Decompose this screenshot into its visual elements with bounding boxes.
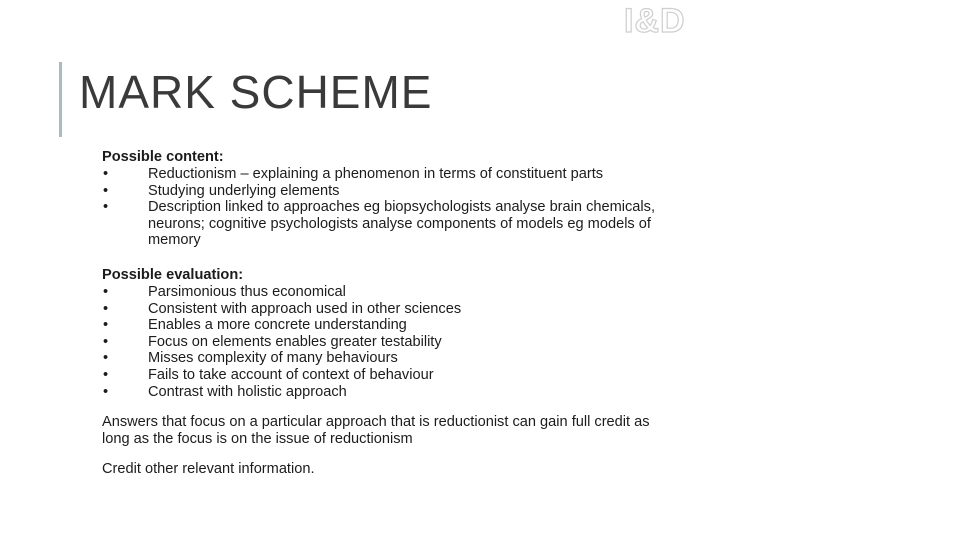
list-item-text: Studying underlying elements bbox=[148, 182, 340, 199]
possible-evaluation-heading: Possible evaluation: bbox=[102, 266, 244, 283]
bullet-icon: • bbox=[103, 283, 109, 300]
list-item bbox=[102, 199, 662, 249]
list-item-text: Fails to take account of context of behaviour bbox=[148, 366, 434, 383]
mark-scheme-content bbox=[102, 148, 662, 478]
answers-note: Answers that focus on a particular approach that is reductionist can gain full credit as long as the focus is on the issue of reductionism bbox=[102, 414, 650, 447]
bullet-icon: • bbox=[103, 166, 109, 182]
bullet-icon: • bbox=[103, 366, 109, 383]
list-item-text: Reductionism – explaining a phenomenon in terms of constituent parts bbox=[148, 166, 604, 182]
possible-evaluation-list bbox=[102, 284, 662, 400]
list-item-text: Description linked to approaches eg biopsychologists analyse brain chemicals, neurons; cognitive psychologists analyse components of models eg models of memory bbox=[148, 199, 656, 249]
list-item bbox=[102, 183, 662, 200]
title-accent-bar bbox=[59, 62, 62, 137]
list-item-text: Focus on elements enables greater testability bbox=[148, 333, 442, 350]
list-item bbox=[102, 317, 662, 334]
list-item bbox=[102, 350, 662, 367]
list-item-text: Consistent with approach used in other sciences bbox=[148, 300, 462, 317]
list-item bbox=[102, 166, 662, 183]
list-item bbox=[102, 301, 662, 318]
list-item bbox=[102, 284, 662, 301]
page-title: MARK SCHEME bbox=[79, 66, 433, 118]
bullet-icon: • bbox=[103, 350, 109, 367]
list-item bbox=[102, 334, 662, 351]
list-item-text: Contrast with holistic approach bbox=[148, 383, 347, 400]
possible-content-list bbox=[102, 166, 662, 249]
list-item-text: Enables a more concrete understanding bbox=[148, 317, 407, 334]
bullet-icon: • bbox=[103, 199, 109, 216]
id-logo-watermark: I&D bbox=[624, 2, 686, 40]
credit-note: Credit other relevant information. bbox=[102, 461, 315, 478]
bullet-icon: • bbox=[103, 383, 109, 400]
bullet-icon: • bbox=[103, 333, 109, 350]
bullet-icon: • bbox=[103, 300, 109, 317]
list-item-text: Parsimonious thus economical bbox=[148, 283, 346, 300]
list-item bbox=[102, 367, 662, 384]
bullet-icon: • bbox=[103, 182, 109, 199]
list-item bbox=[102, 384, 662, 401]
list-item-text: Misses complexity of many behaviours bbox=[148, 350, 398, 367]
bullet-icon: • bbox=[103, 317, 109, 334]
possible-content-heading: Possible content: bbox=[102, 149, 224, 165]
